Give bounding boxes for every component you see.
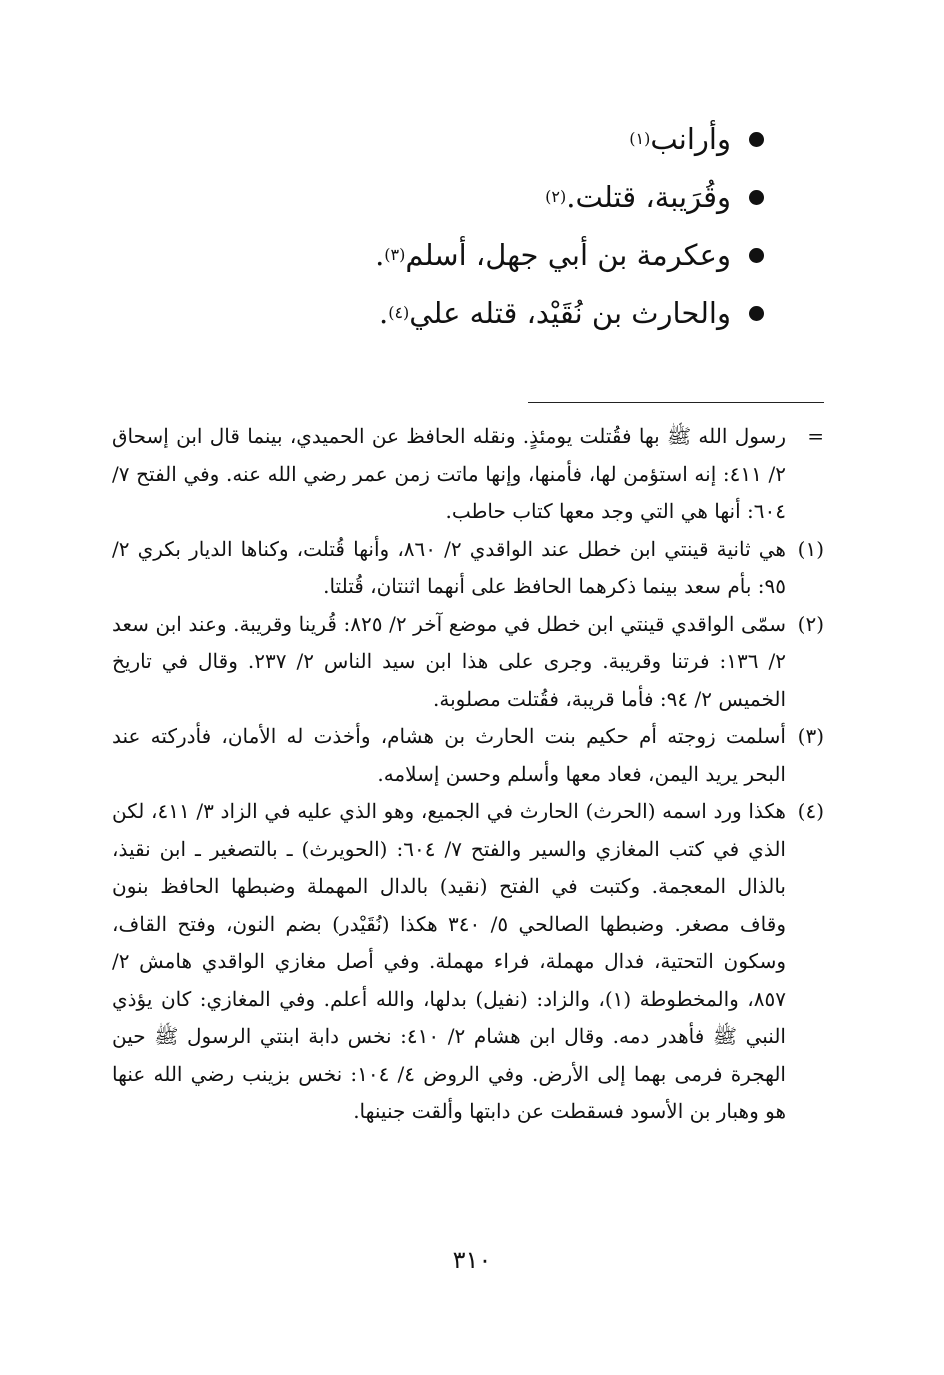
bullet-text: وقُرَيبة، قتلت. — [566, 180, 731, 214]
bullet-tail: . — [378, 296, 389, 330]
footnote-marker: (٢) — [797, 611, 824, 636]
footnote-marker: = — [807, 424, 824, 448]
footnote-text: رسول الله ﷺ بها فقُتلت يومئذٍ. ونقله الحافظ عن الحميدي، بينما قال ابن إسحاق ٢/ ٤١١: إنه استؤمن لها، فأمنها، وإنها ماتت زمن عمر رضي الله عنه. وفي الفتح ٧/ ٦٠٤: أنها هي التي وجد معها كتاب حاطب. — [112, 424, 786, 523]
footnote-marker: (١) — [797, 536, 824, 561]
bullet-dot-icon — [749, 190, 764, 205]
page-number: ٣١٠ — [452, 1246, 492, 1274]
bullet-tail: . — [375, 238, 385, 272]
bullet-item: وأرانب (١) — [204, 110, 764, 168]
footnote-text: سمّى الواقدي قينتي ابن خطل في موضع آخر ٢/ ٨٢٥: قُرينا وقريبة. وعند ابن سعد ٢/ ١٣٦: فرتنا وقريبة. وجرى على هذا ابن سيد الناس ٢/ ٢٣٧. وقال في تاريخ الخميس ٢/ ٩٤: فأما قريبة، فقُتلت مصلوبة. — [112, 611, 786, 711]
bullet-text: وعكرمة بن أبي جهل، أسلم — [405, 238, 731, 272]
bullet-dot-icon — [749, 248, 764, 263]
footnote-divider — [528, 402, 824, 403]
footnote-marker: (٣) — [797, 724, 824, 748]
footnote-text: هكذا ورد اسمه (الحرث) الحارث في الجميع، وهو الذي عليه في الزاد ٣/ ٤١١، لكن الذي في كتب المغازي والسير والفتح ٧/ ٦٠٤: (الحويرث) ـ بالتصغير ـ ابن نقيذ، بالذال المعجمة. وكتبت في الفتح (نقيد) بالدال المهملة وضبطها الحافظ بنون وقاف مصغر. وضبطها الصالحي ٥/ ٣٤٠ هكذا (نُقَيْدر) بضم النون، وفتح القاف، وسكون التحتية، فدال مهملة، فراء مهملة. وفي أصل مغازي الواقدي هامش ٢/ ٨٥٧، والمخطوطة (١)، والزاد: (نفيل) بدلها، والله أعلم. وفي المغازي: كان يؤذي النبي ﷺ فأهدر دمه. وقال ابن هشام ٢/ ٤١٠: نخس دابة ابنتي الرسول ﷺ حين الهجرة فرمى بهما إلى الأرض. وفي الروض ٤/ ١٠٤: نخس بزينب رضي الله عنها هو وهبار بن الأسود فسقطت عن دابتها وألقت جنينها. — [112, 799, 786, 1123]
footnotes-section — [112, 418, 824, 1131]
bullet-list — [204, 110, 764, 342]
footnote-continuation — [112, 418, 824, 531]
footnote-3 — [112, 718, 824, 793]
bullet-item: وقُرَيبة، قتلت. (٢) — [204, 168, 764, 226]
footnote-1 — [112, 531, 824, 606]
bullet-item: والحارث بن نُقَيْد، قتله علي (٤) . — [204, 284, 764, 342]
footnote-text: أسلمت زوجته أم حكيم بنت الحارث بن هشام، وأخذت له الأمان، فأدركته عند البحر يريد اليمن، فعاد معها وأسلم وحسن إسلامه. — [112, 724, 786, 786]
footnote-text: هي ثانية قينتي ابن خطل عند الواقدي ٢/ ٨٦٠، وأنها قُتلت، وكناها الديار بكري ٢/ ٩٥: بأم سعد بينما ذكرهما الحافظ على أنهما اثنتان، قُتلتا. — [112, 536, 786, 598]
footnote-4 — [112, 793, 824, 1131]
bullet-text: والحارث بن نُقَيْد، قتله علي — [409, 296, 731, 330]
footnote-2 — [112, 606, 824, 719]
bullet-item: وعكرمة بن أبي جهل، أسلم (٣) . — [204, 226, 764, 284]
bullet-dot-icon — [749, 306, 764, 321]
bullet-dot-icon — [749, 132, 764, 147]
footnote-marker: (٤) — [797, 799, 824, 823]
bullet-text: وأرانب — [650, 122, 731, 156]
